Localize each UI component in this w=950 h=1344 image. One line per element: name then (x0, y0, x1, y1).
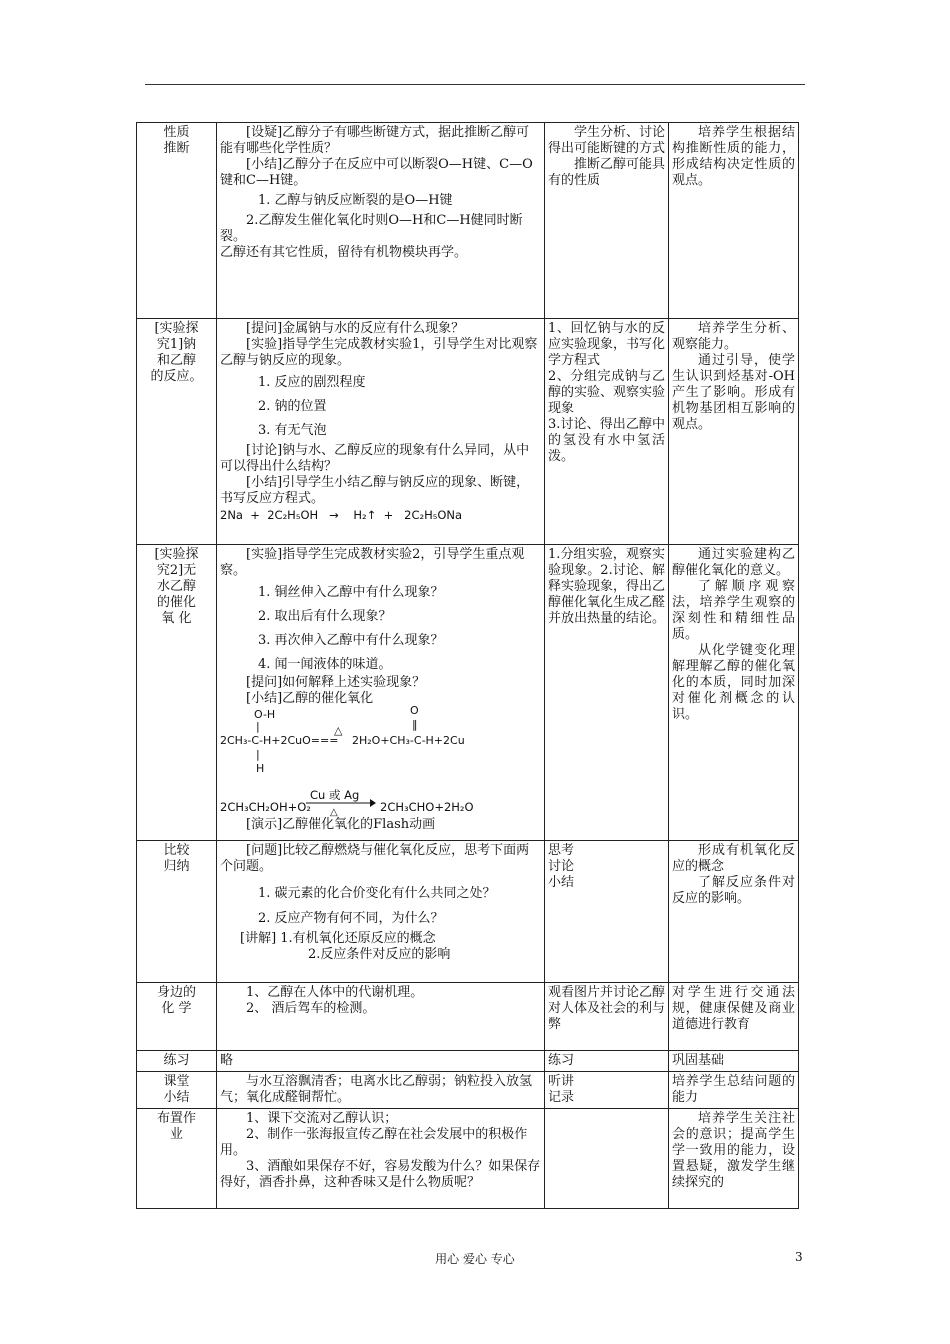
page-number: 3 (795, 1250, 803, 1264)
teacher-cell (217, 1051, 545, 1072)
stage-text: 比较 (163, 843, 190, 858)
teacher-text: [讨论]钠与水、乙醇反应的现象有什么异同，从中可以得出什么结构？ (220, 443, 530, 474)
stage-cell (137, 545, 217, 841)
intent-text: 培养学生分析、观察能力。 (672, 321, 795, 352)
intent-text: 通过引导，使学生认识到烃基对-OH产生了影响。形成有机物基团相互影响的观点。 (672, 353, 795, 432)
stage-text: 练习 (163, 1053, 190, 1068)
teacher-text: 3. 有无气泡 (258, 423, 327, 438)
student-text: 2、分组完成钠与乙醇的实验、观察实验现象 (548, 369, 666, 416)
stage-text: [实验探 (154, 547, 199, 562)
teacher-text: 2.乙醇发生催化氧化时则O—H和C—H健同时断裂。 (220, 213, 523, 244)
table-row (137, 983, 799, 1051)
stage-text: 的催化 (156, 595, 196, 610)
teacher-cell (217, 841, 545, 983)
teacher-text: [小结]引导学生小结乙醇与钠反应的现象、断键，书写反应方程式。 (220, 475, 530, 506)
table-row (137, 841, 799, 983)
stage-text: 课堂 (163, 1074, 190, 1089)
intent-cell (669, 1109, 799, 1209)
teacher-text: 2. 反应产物有何不同，为什么？ (258, 911, 444, 926)
catalyst-label: Cu 或 Ag (310, 788, 360, 802)
intent-text: 形成有机氧化反应的概念 (672, 843, 795, 874)
stage-cell (137, 1072, 217, 1109)
teacher-cell (217, 1109, 545, 1209)
teacher-text: 略 (220, 1053, 234, 1068)
teacher-text: 1. 铜丝伸入乙醇中有什么现象？ (258, 585, 444, 600)
intent-cell (669, 1072, 799, 1109)
student-text: 1、回忆钠与水的反应实验现象，书写化学方程式 (548, 321, 666, 368)
stage-text: 和乙醇 (156, 353, 196, 368)
intent-cell (669, 983, 799, 1051)
teacher-text: 1. 反应的剧烈程度 (258, 375, 366, 390)
condition-label: △ (330, 807, 338, 818)
teacher-cell (217, 545, 545, 841)
student-text: 学生分析、讨论得出可能断键的方式 (548, 125, 666, 156)
intent-cell (669, 841, 799, 983)
teacher-text: [实验]指导学生完成教材实验2，引导学生重点观察。 (220, 547, 525, 578)
teacher-cell (217, 123, 545, 319)
student-cell (545, 319, 669, 545)
teacher-text: 2. 钠的位置 (258, 399, 327, 414)
stage-text: 推断 (163, 141, 190, 156)
header-rule (145, 84, 805, 85)
teacher-text: [设疑]乙醇分子有哪些断键方式，据此推断乙醇可能有哪些化学性质？ (220, 125, 530, 156)
intent-text: 从化学键变化理解理解乙醇的催化氧化的本质，同时加深对催化剂概念的认识。 (672, 643, 795, 722)
stage-cell (137, 123, 217, 319)
teacher-text: 2、 酒后驾车的检测。 (246, 1001, 376, 1016)
student-cell (545, 123, 669, 319)
intent-cell (669, 123, 799, 319)
student-text: 观看图片并讨论乙醇对人体及社会的利与弊 (548, 985, 666, 1032)
stage-cell (137, 319, 217, 545)
intent-cell (669, 545, 799, 841)
lesson-plan-table (136, 122, 799, 1209)
teacher-text: 1、乙醇在人体中的代谢机理。 (246, 985, 424, 1000)
student-text: 思考 (548, 843, 575, 858)
equation-right: 2CH₃CHO+2H₂O (380, 800, 474, 814)
stage-cell (137, 983, 217, 1051)
intent-text: 培养学生根据结构推断性质的能力，形成结构决定性质的观点。 (672, 125, 795, 188)
teacher-text: [演示]乙醇催化氧化的Flash动画 (246, 817, 436, 832)
teacher-text: [提问]如何解释上述实验现象？ (246, 675, 426, 690)
teacher-text: [小结]乙醇的催化氧化 (246, 691, 374, 706)
student-text: 1.分组实验，观察实验现象。2.讨论、解释实验现象，得出乙醇催化氧化生成乙醛并放出热量的结论。 (548, 547, 666, 626)
teacher-text: 3. 再次伸入乙醇中有什么现象？ (258, 633, 444, 648)
stage-text: 布置作 (156, 1111, 196, 1126)
structure-text: △ (334, 724, 343, 737)
stage-text: 究2]无 (156, 563, 197, 578)
table-row (137, 545, 799, 841)
teacher-text: [讲解] 1.有机氧化还原反应的概念 (240, 931, 436, 946)
stage-cell (137, 1109, 217, 1209)
structure-text: H (256, 762, 265, 775)
teacher-text: [小结]乙醇分子在反应中可以断裂O—H键、C—O键和C—H键。 (220, 157, 533, 188)
structure-text: ‖ (412, 718, 418, 731)
structural-equation (220, 704, 541, 787)
stage-text: [实验探 (154, 321, 199, 336)
teacher-text: 与水互溶飘清香；电离水比乙醇弱；钠粒投入放氢气；氧化成醛铜帮忙。 (220, 1074, 533, 1105)
intent-text: 巩固基础 (672, 1053, 725, 1068)
table-row (137, 1109, 799, 1209)
stage-text: 的反应。 (150, 369, 203, 384)
table-row (137, 123, 799, 319)
stage-text: 性质 (163, 125, 190, 140)
intent-text: 了解反应条件对反应的影响。 (672, 875, 795, 906)
stage-text: 身边的 (156, 985, 196, 1000)
student-text: 小结 (548, 875, 575, 890)
teacher-cell (217, 319, 545, 545)
catalytic-equation (220, 787, 541, 817)
teacher-text: 1. 碳元素的化合价变化有什么共同之处？ (258, 886, 496, 901)
teacher-text: 2. 取出后有什么现象？ (258, 609, 392, 624)
student-cell (545, 841, 669, 983)
footer-slogan: 用心 爱心 专心 (435, 1252, 515, 1266)
structure-text: O-H (254, 708, 276, 721)
student-text: 推断乙醇可能具有的性质 (548, 157, 666, 188)
student-text: 讨论 (548, 859, 575, 874)
structure-text: O (410, 704, 419, 717)
teacher-text: 1. 乙醇与钠反应断裂的是O—H键 (258, 193, 453, 208)
stage-text: 究1]钠 (156, 337, 197, 352)
intent-cell (669, 1051, 799, 1072)
student-cell (545, 1109, 669, 1209)
intent-text: 培养学生总结问题的能力 (672, 1074, 795, 1105)
student-cell (545, 983, 669, 1051)
table-row (137, 1051, 799, 1072)
intent-text: 对学生进行交通法规，健康保健及商业道德进行教育 (672, 985, 795, 1032)
structure-text: 2H₂O+CH₃-C-H+2Cu (352, 734, 465, 747)
intent-text: 了解顺序观察法，培养学生观察的深刻性和精细性品质。 (672, 579, 795, 642)
student-text: 听讲 (548, 1074, 575, 1089)
stage-text: 氧 化 (161, 611, 192, 626)
stage-text: 小结 (163, 1090, 190, 1105)
teacher-text: [提问]金属钠与水的反应有什么现象？ (246, 321, 465, 336)
teacher-text: 2.反应条件对反应的影响 (308, 947, 451, 962)
stage-text: 业 (169, 1127, 183, 1142)
student-text: 记录 (548, 1090, 575, 1105)
student-cell (545, 1072, 669, 1109)
structure-text: 2CH₃-C-H+2CuO=== (220, 734, 339, 747)
equation-left: 2CH₃CH₂OH+O₂ (220, 800, 311, 814)
structure-text: | (256, 720, 260, 733)
teacher-cell (217, 983, 545, 1051)
student-text: 练习 (548, 1053, 575, 1068)
stage-cell (137, 1051, 217, 1072)
equation-sodium: 2Na + 2C₂H₅OH → H₂↑ + 2C₂H₅ONa (220, 508, 463, 522)
teacher-cell (217, 1072, 545, 1109)
table-row (137, 1072, 799, 1109)
stage-text: 水乙醇 (156, 579, 196, 594)
stage-text: 化 学 (161, 1001, 192, 1016)
teacher-text: 4. 闻一闻液体的味道。 (258, 657, 392, 672)
stage-cell (137, 841, 217, 983)
teacher-text: [实验]指导学生完成教材实验1，引导学生对比观察乙醇与钠反应的现象。 (220, 337, 538, 368)
table-row (137, 319, 799, 545)
student-cell (545, 545, 669, 841)
intent-cell (669, 319, 799, 545)
structure-text: | (256, 748, 260, 761)
stage-text: 归纳 (163, 859, 190, 874)
teacher-text: 2、制作一张海报宣传乙醇在社会发展中的积极作用。 (220, 1127, 528, 1158)
teacher-text: 1、课下交流对乙醇认识； (246, 1111, 398, 1126)
intent-text: 通过实验建构乙醇催化氧化的意义。 (672, 547, 795, 578)
reaction-arrow (306, 799, 376, 807)
teacher-text: 3、酒酿如果保存不好，容易发酸为什么？如果保存得好，酒香扑鼻，这种香味又是什么物质呢？ (220, 1159, 541, 1190)
teacher-text: 乙醇还有其它性质，留待有机物模块再学。 (220, 245, 468, 260)
student-text: 3.讨论、得出乙醇中的氢没有水中氢活泼。 (548, 417, 665, 464)
intent-text: 培养学生关注社会的意识；提高学生学一致用的能力，设置悬疑，激发学生继续探究的 (672, 1111, 795, 1190)
teacher-text: [问题]比较乙醇燃烧与催化氧化反应，思考下面两个问题。 (220, 843, 530, 874)
student-cell (545, 1051, 669, 1072)
